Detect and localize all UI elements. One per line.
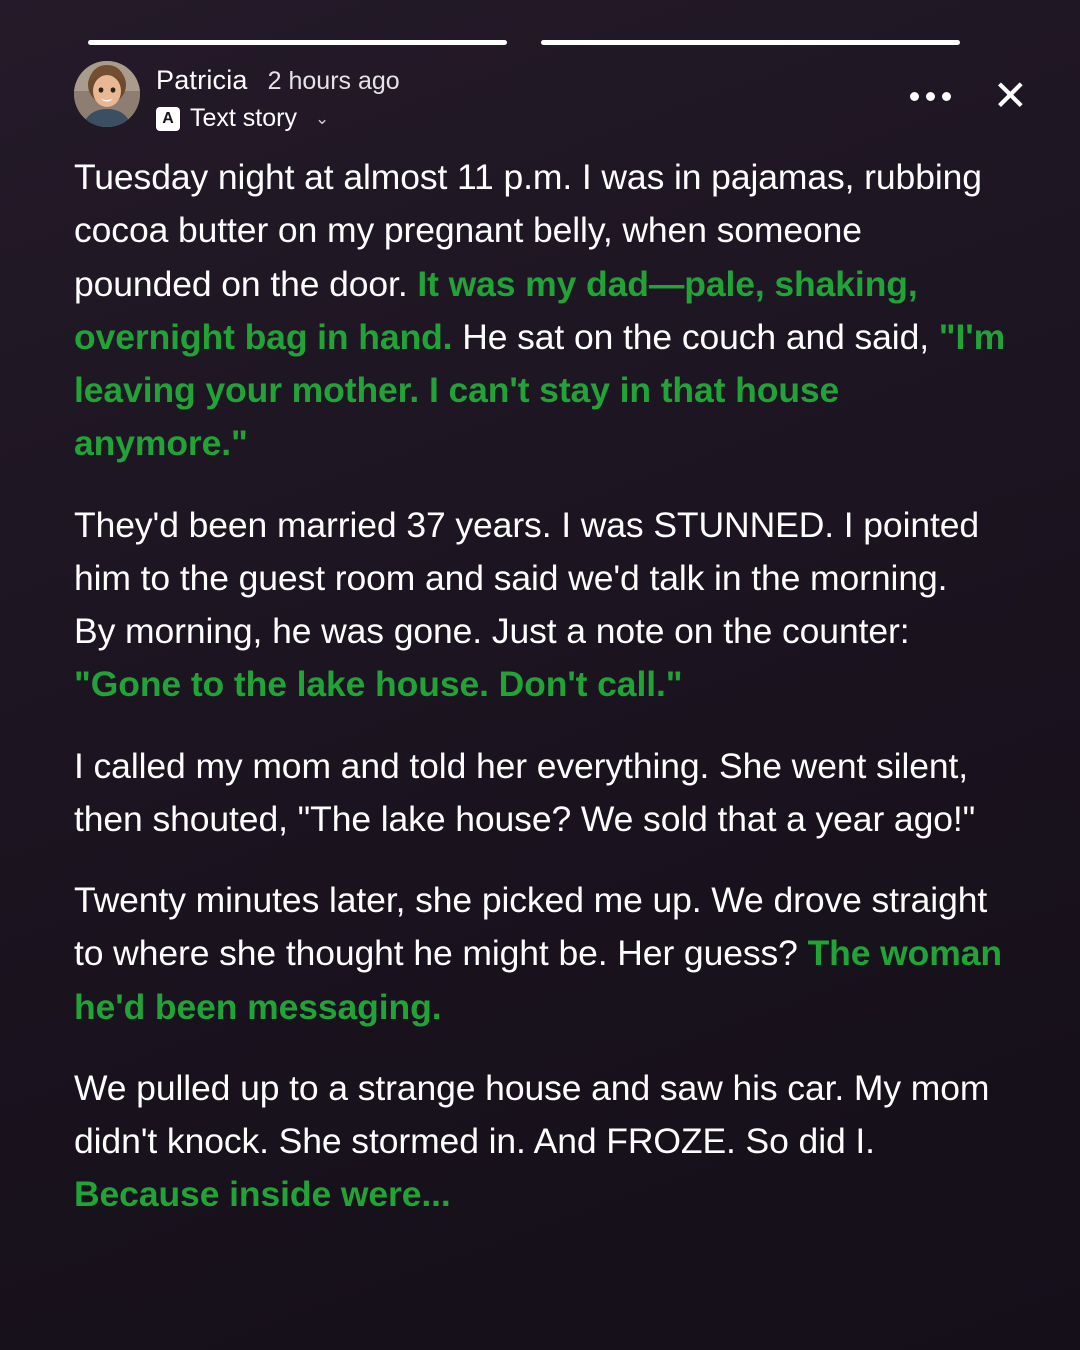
story-text: He sat on the couch and said, [452,316,939,357]
story-text: We pulled up to a strange house and saw his car. My mom didn't knock. She stormed in. And FROZE. So did I. [74,1067,990,1161]
avatar[interactable] [74,61,140,127]
story-paragraph [74,874,1006,1034]
highlighted-text: Because inside were... [74,1174,451,1215]
story-author-block [156,61,910,133]
story-text: By morning, he was gone. Just a note on the counter: [74,611,910,651]
highlighted-text: "I'm leaving your mother. I can't stay in that house anymore." [74,316,1006,464]
story-type-badge-icon: A [156,107,180,131]
story-header [0,45,1080,133]
story-text: Tuesday night at almost 11 p.m. I was in pajamas, rubbing cocoa butter on my pregnant belly, when someone pounded on the door. [74,157,982,304]
more-options-icon[interactable] [910,92,951,101]
story-text-body [0,133,1080,1350]
story-text: I called my mom and told her everything. She went silent, then shouted, "The lake house? We sold that a year ago!" [74,745,976,839]
story-text: Twenty minutes later, she picked me up. We drove straight to where she thought he might be. Her guess? [74,880,988,974]
highlighted-text: The woman he'd been messaging. [74,933,1002,1027]
story-progress-bars [0,0,1080,45]
story-timestamp: 2 hours ago [267,67,400,95]
story-type-label: Text story [190,104,297,132]
close-icon[interactable]: ✕ [992,72,1028,119]
story-paragraph [74,151,1006,471]
story-text: They'd been married 37 years. I was STUNNED. I pointed him to the guest room and said we'd talk in the morning. [74,504,980,598]
story-paragraph [74,499,1006,712]
author-name[interactable]: Patricia [156,65,248,95]
story-paragraph [74,1062,1006,1222]
chevron-down-icon[interactable]: ⌄ [314,108,330,128]
story-paragraph [74,740,1006,847]
highlighted-text: "Gone to the lake house. Don't call." [74,664,683,705]
highlighted-text: It was my dad—pale, shaking, overnight bag in hand. [74,263,918,357]
story-header-actions [910,61,1056,117]
